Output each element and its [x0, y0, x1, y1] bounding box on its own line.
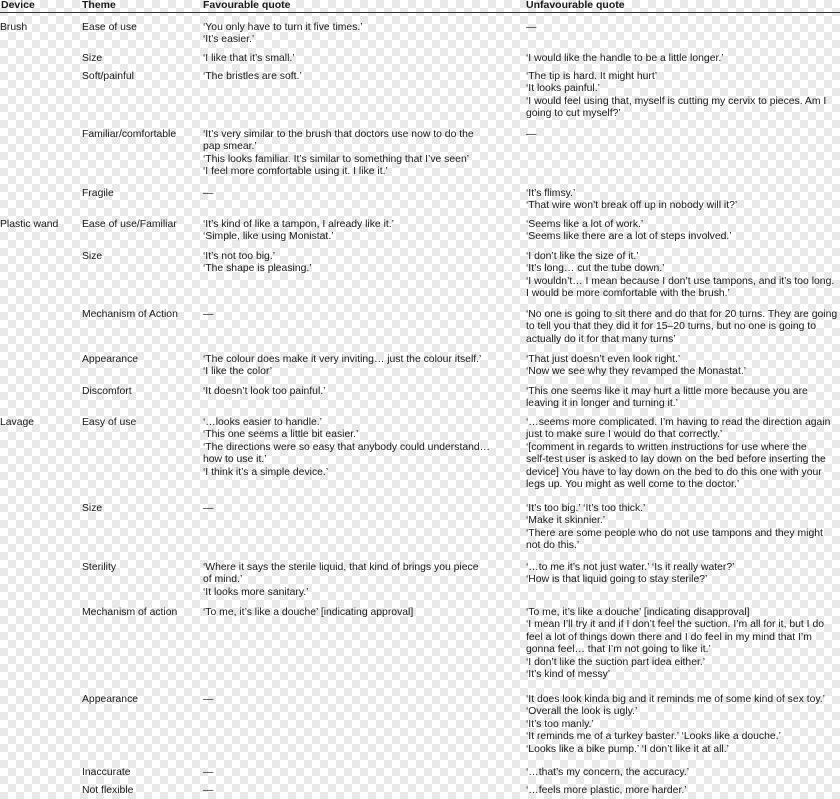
theme-cell: Mechanism of Action: [82, 309, 178, 320]
unfavourable-quote-cell-line: ‘It does look kinda big and it reminds me of some kind of sex toy.’: [526, 694, 825, 705]
favourable-quote-cell-line: ‘I like that it’s small.’: [203, 53, 295, 64]
unfavourable-quote-cell: [526, 417, 830, 491]
unfavourable-quote-cell-line: ‘…seems more complicated. I’m having to read the direction again: [526, 417, 831, 428]
favourable-quote-cell: [203, 219, 394, 244]
unfavourable-quote-cell-line: ‘That wire won’t break off up in nobody will it?’: [526, 200, 738, 212]
favourable-quote-cell-line: ‘It looks more sanitary.’: [203, 586, 309, 598]
favourable-quote-cell: [203, 354, 481, 379]
unfavourable-quote-cell-line: ‘…feels more plastic, more harder.’: [526, 785, 687, 796]
unfavourable-quote-cell-line: I would be more comfortable with the brush.’: [526, 288, 730, 300]
favourable-quote-cell-line: ‘Simple, like using Monistat.’: [203, 231, 334, 243]
unfavourable-quote-cell-line: feel a lot of things down there and I do feel in my mind that I’m: [526, 631, 812, 643]
unfavourable-quote-cell: [526, 607, 824, 681]
favourable-quote-cell: [203, 562, 479, 599]
favourable-quote-cell-line: ‘You only have to turn it five times.’: [203, 22, 363, 33]
unfavourable-quote-cell-line: ‘There are some people who do not use tampons and they might: [526, 527, 823, 539]
unfavourable-quote-cell: [526, 219, 732, 244]
theme-cell: Size: [82, 53, 103, 64]
unfavourable-quote-cell-line: ‘It’s kind of messy’: [526, 668, 611, 680]
theme-cell: Soft/painful: [82, 71, 134, 82]
theme-cell: Inaccurate: [82, 767, 131, 778]
favourable-quote-cell-line: pap smear.’: [203, 141, 257, 153]
unfavourable-quote-cell-line: actually do it for that many turns’: [526, 333, 676, 345]
favourable-quote-cell-line: ‘I think it’s a simple device.’: [203, 466, 329, 478]
favourable-quote-cell: [203, 129, 474, 179]
unfavourable-quote-cell: [526, 503, 823, 553]
favourable-quote-cell-line: —: [203, 694, 214, 705]
favourable-quote-cell: [203, 53, 295, 65]
unfavourable-quote-cell-line: self-test user is asked to lay down on the bed before inserting the: [526, 454, 826, 466]
theme-cell: Fragile: [82, 188, 114, 199]
header-unfavourable: Unfavourable quote: [526, 0, 625, 11]
unfavourable-quote-cell-line: ‘No one is going to sit there and do that for 20 turns. They are going: [526, 309, 838, 320]
unfavourable-quote-cell-line: ‘How is that liquid going to stay sterile?’: [526, 574, 708, 586]
theme-cell: Mechanism of action: [82, 607, 178, 618]
favourable-quote-cell-line: —: [203, 785, 214, 796]
unfavourable-quote-cell: [526, 22, 536, 34]
unfavourable-quote-cell-line: leaving it in longer and turning it.’: [526, 398, 678, 410]
unfavourable-quote-cell-line: ‘I would feel using that, myself is cutting my cervix to pieces. Am I: [526, 95, 827, 107]
unfavourable-quote-cell-line: —: [526, 129, 537, 140]
device-cell: Plastic wand: [0, 219, 59, 230]
unfavourable-quote-cell-line: —: [526, 22, 537, 33]
favourable-quote-cell-line: —: [203, 188, 214, 199]
unfavourable-quote-cell: [526, 354, 746, 379]
theme-cell: Easy of use: [82, 417, 137, 428]
favourable-quote-cell-line: ‘To me, it’s like a douche’ [indicating approval]: [203, 607, 414, 618]
favourable-quote-cell-line: ‘I feel more comfortable using it. I like it.’: [203, 166, 388, 178]
unfavourable-quote-cell-line: just to make sure I would do that correctly.’: [526, 429, 723, 441]
favourable-quote-cell-line: ‘It’s kind of like a tampon, I already like it.’: [203, 219, 394, 230]
favourable-quote-cell-line: ‘This looks familiar. It’s similar to something that I’ve seen’: [203, 153, 470, 165]
favourable-quote-cell: [203, 71, 302, 83]
unfavourable-quote-cell: [526, 53, 724, 65]
unfavourable-quote-cell-line: ‘Now we see why they revamped the Monastat.’: [526, 366, 747, 378]
favourable-quote-cell-line: ‘The colour does make it very inviting… just the colour itself.’: [203, 354, 482, 365]
unfavourable-quote-cell-line: ‘[comment in regards to written instructions for use where the: [526, 441, 807, 453]
unfavourable-quote-cell: [526, 309, 837, 346]
favourable-quote-cell-line: ‘Where it says the sterile liquid, that kind of brings you piece: [203, 562, 479, 573]
unfavourable-quote-cell-line: ‘I would like the handle to be a little longer.’: [526, 53, 724, 64]
device-cell: Lavage: [0, 417, 35, 428]
header-theme: Theme: [82, 0, 116, 11]
favourable-quote-cell: [203, 309, 213, 321]
favourable-quote-cell: [203, 188, 213, 200]
unfavourable-quote-cell-line: to tell you that they did it for 15–20 turns, but no one is going to: [526, 321, 816, 333]
favourable-quote-cell-line: ‘It’s easier.’: [203, 34, 255, 46]
unfavourable-quote-cell: [526, 386, 808, 411]
favourable-quote-cell-line: ‘The shape is pleasing.’: [203, 263, 312, 275]
theme-cell: Sterility: [82, 562, 117, 573]
header-rule: [0, 12, 840, 13]
theme-cell: Familiar/comfortable: [82, 129, 177, 140]
theme-cell: Ease of use/Familiar: [82, 219, 177, 230]
unfavourable-quote-cell-line: gonna feel… that I’m not going to like it.’: [526, 644, 711, 656]
header-favourable: Favourable quote: [203, 0, 291, 11]
unfavourable-quote-cell-line: ‘Make it skinnier.’: [526, 515, 606, 527]
unfavourable-quote-cell-line: ‘Overall the look is ugly.’: [526, 706, 638, 718]
unfavourable-quote-cell: [526, 694, 825, 756]
unfavourable-quote-cell-line: ‘I don’t like the suction part idea either.’: [526, 656, 706, 668]
favourable-quote-cell: [203, 417, 490, 479]
favourable-quote-cell: [203, 22, 363, 47]
unfavourable-quote-cell-line: ‘That just doesn’t even look right.’: [526, 354, 681, 365]
favourable-quote-cell-line: ‘It’s very similar to the brush that doctors use now to do the: [203, 129, 474, 140]
unfavourable-quote-cell-line: ‘It’s too manly.’: [526, 718, 594, 730]
favourable-quote-cell-line: ‘…looks easier to handle.’: [203, 417, 322, 428]
unfavourable-quote-cell-line: ‘It’s flimsy.’: [526, 188, 576, 199]
unfavourable-quote-cell: [526, 251, 834, 301]
unfavourable-quote-cell-line: ‘I wouldn’t… I mean because I don’t use tampons, and it’s too long.: [526, 275, 835, 287]
favourable-quote-cell-line: —: [203, 309, 214, 320]
favourable-quote-cell-line: how to use it.’: [203, 454, 267, 466]
unfavourable-quote-cell-line: ‘…that’s my concern, the accuracy.’: [526, 767, 690, 778]
theme-cell: Discomfort: [82, 386, 132, 397]
favourable-quote-cell-line: —: [203, 503, 214, 514]
favourable-quote-cell: [203, 386, 325, 398]
unfavourable-quote-cell: [526, 71, 826, 121]
theme-cell: Ease of use: [82, 22, 137, 33]
unfavourable-quote-cell: [526, 188, 737, 213]
unfavourable-quote-cell-line: not do this.’: [526, 540, 580, 552]
unfavourable-quote-cell: [526, 562, 734, 587]
favourable-quote-cell-line: of mind.’: [203, 574, 243, 586]
favourable-quote-cell-line: —: [203, 767, 214, 778]
theme-cell: Size: [82, 503, 103, 514]
unfavourable-quote-cell-line: ‘This one seems like it may hurt a little more because you are: [526, 386, 808, 397]
favourable-quote-cell: [203, 694, 213, 706]
favourable-quote-cell: [203, 607, 413, 619]
favourable-quote-cell-line: ‘The directions were so easy that anybody could understand…: [203, 441, 491, 453]
unfavourable-quote-cell-line: ‘Seems like there are a lot of steps involved.’: [526, 231, 732, 243]
theme-cell: Size: [82, 251, 103, 262]
unfavourable-quote-cell-line: legs up. You might as well come to the doctor.’: [526, 478, 740, 490]
unfavourable-quote-cell-line: ‘…to me it’s not just water.’ ‘Is it really water?’: [526, 562, 735, 573]
unfavourable-quote-cell-line: ‘I don’t like the size of it.’: [526, 251, 639, 262]
unfavourable-quote-cell-line: going to cut myself?’: [526, 108, 621, 120]
unfavourable-quote-cell-line: ‘It looks painful.’: [526, 83, 600, 95]
unfavourable-quote-cell-line: ‘It reminds me of a turkey baster.’ ‘Looks like a douche.’: [526, 731, 781, 743]
table-header: [0, 0, 840, 13]
favourable-quote-cell: [203, 251, 312, 276]
favourable-quote-cell-line: ‘It doesn’t look too painful.’: [203, 386, 326, 397]
unfavourable-quote-cell-line: ‘Looks like a bike pump.’ ‘I don’t like it at all.’: [526, 743, 729, 755]
favourable-quote-cell: [203, 503, 213, 515]
favourable-quote-cell-line: ‘I like the color’: [203, 366, 273, 378]
theme-cell: Not flexible: [82, 785, 134, 796]
unfavourable-quote-cell: [526, 129, 536, 141]
device-cell: Brush: [0, 22, 28, 33]
favourable-quote-cell-line: ‘This one seems a little bit easier.’: [203, 429, 359, 441]
unfavourable-quote-cell-line: device] You have to lay down on the bed to do this one with your: [526, 466, 822, 478]
favourable-quote-cell-line: ‘It’s not too big.’: [203, 251, 276, 262]
favourable-quote-cell: [203, 785, 213, 797]
unfavourable-quote-cell-line: ‘It’s too big.’ ‘It’s too thick.’: [526, 503, 646, 514]
favourable-quote-cell: [203, 767, 213, 779]
theme-cell: Appearance: [82, 694, 139, 705]
unfavourable-quote-cell-line: ‘Seems like a lot of work.’: [526, 219, 644, 230]
theme-cell: Appearance: [82, 354, 139, 365]
unfavourable-quote-cell: [526, 767, 689, 779]
unfavourable-quote-cell: [526, 785, 687, 797]
unfavourable-quote-cell-line: ‘It’s long… cut the tube down.’: [526, 263, 665, 275]
unfavourable-quote-cell-line: ‘I mean I’ll try it and if I don’t feel the suction. I’m all for it, but I do: [526, 619, 825, 631]
favourable-quote-cell-line: ‘The bristles are soft.’: [203, 71, 302, 82]
unfavourable-quote-cell-line: ‘To me, it’s like a douche’ [indicating disapproval]: [526, 607, 750, 618]
unfavourable-quote-cell-line: ‘The tip is hard. It might hurt’: [526, 71, 658, 82]
header-device: Device: [1, 0, 35, 11]
